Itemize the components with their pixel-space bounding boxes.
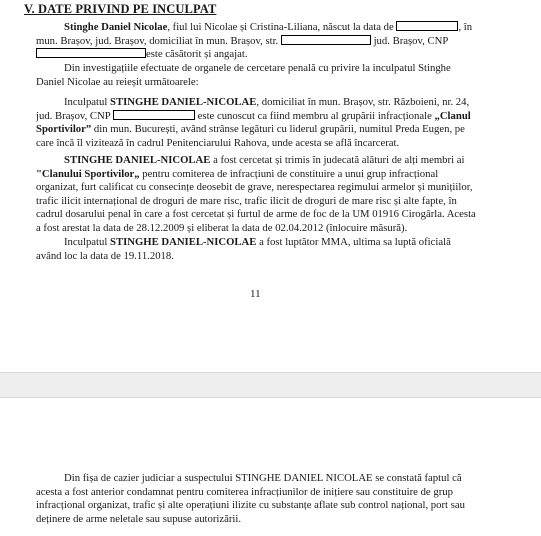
redacted-street xyxy=(281,35,371,45)
page-separator xyxy=(0,372,541,398)
paragraph-mma-fighter: Inculpatul STINGHE DANIEL-NICOLAE a fost luptător MMA, ultima sa luptă oficială având loc la data de 19.11.2018. xyxy=(36,236,451,262)
paragraph-defendant-identity: Stinghe Daniel Nicolae, fiul lui Nicolae și Cristina-Liliana, născut la data de , în mun. Brașov, jud. Brașov, domiciliat în mun. Brașov, str. jud. Brașov, CNP este căsătorit și angajat. xyxy=(36,21,473,61)
defendant-name: Stinghe Daniel Nicolae xyxy=(64,21,168,33)
paragraph-judicial-record: Din fișa de cazier judiciar a suspectului STINGHE DANIEL NICOLAE se constată faptul că acesta a fost anterior condamnat pentru comiterea infracțiunilor de inițiere sau constituire de grup infracțional organizat, trafic și alte operațiuni ilizite cu substanțe aflate sub control național, port sau deținere de arme neletale sau supuse autorizării. xyxy=(36,472,465,525)
paragraph-investigation-intro: Din investigațiile efectuate de organele de cercetare penală cu privire la inculpatul Stinghe Daniel Nicolae au reieșit următoarele: xyxy=(36,62,451,88)
redacted-cnp-2 xyxy=(113,110,195,120)
paragraph-gang-membership: Inculpatul STINGHE DANIEL-NICOLAE, domiciliat în mun. Brașov, str. Războieni, nr. 24, jud. Brașov, CNP este cunoscut ca fiind membru al grupării infracționale „Clanul Sportivilor” din mun. București, având strânse legături cu liderul grupării, numitul Preda Eugen, pe care încă îl vizitează în cadrul Penitenciarului Rahova, unde acesta se află încarcerat. xyxy=(36,96,471,149)
redacted-cnp xyxy=(36,48,146,58)
section-heading: V. DATE PRIVIND PE INCULPAT xyxy=(24,2,217,16)
page-number: 11 xyxy=(250,288,261,300)
paragraph-criminal-record: STINGHE DANIEL-NICOLAE a fost cercetat și trimis în judecată alături de alți membri ai "Clanului Sportivilor„ pentru comiterea de infracțiuni de constituire a unui grup infracțional organizat, furt calificat cu consecințe deosebit de grave, nerespectarea regimului armelor și munițiilor, trafic ilicit internațional de droguri de mare risc, trafic ilicit de droguri de mare risc și alte fapte, în cadrul dosarului penal în care a fost cercetat și furtul de arme de foc de la UM 01916 Cirogârla. Acesta a fost arestat la data de 28.12.2009 și eliberat la data de 02.04.2012 (înlocuire măsură). xyxy=(36,154,476,234)
redacted-birth-date xyxy=(396,21,458,31)
document-page-lower xyxy=(0,398,541,536)
